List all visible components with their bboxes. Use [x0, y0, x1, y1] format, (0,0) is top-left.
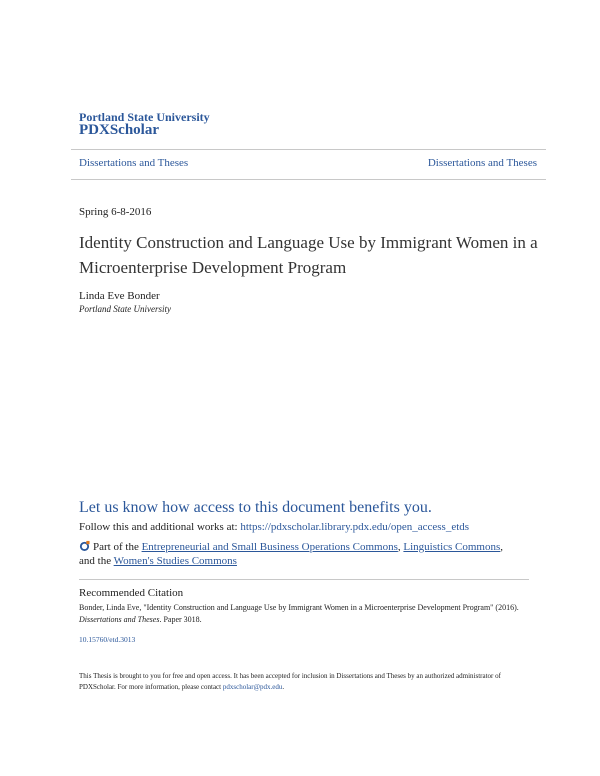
university-name: Portland State University [79, 110, 210, 124]
document-title: Identity Construction and Language Use by Immigrant Women in a Microenterprise Development Program [79, 233, 538, 277]
notice-end: . [282, 683, 285, 691]
citation-divider [79, 579, 529, 580]
citation-text [79, 602, 529, 626]
follow-prefix: Follow this and additional works at: [79, 521, 241, 533]
open-access-icon [79, 540, 90, 551]
part-of-line-2 [79, 555, 237, 567]
commons-link-entrepreneurial[interactable]: Entrepreneurial and Small Business Operations Commons [141, 541, 398, 553]
author-affiliation: Portland State University [79, 304, 171, 314]
citation-tail: . Paper 3018. [159, 615, 202, 624]
nav-link-collection[interactable]: Dissertations and Theses [79, 157, 189, 169]
contact-email-link[interactable]: pdxscholar@pdx.edu [222, 683, 283, 691]
nav-link-series[interactable]: Dissertations and Theses [427, 157, 537, 169]
comma: , [500, 541, 504, 553]
repository-name[interactable]: PDXScholar [79, 122, 159, 138]
notice-text: This Thesis is brought to you for free and open access. It has been accepted for inclusion in Dissertations and Theses by an authorized administrator of PDXScholar. For more information, please contact [79, 672, 501, 691]
header-divider [71, 149, 546, 150]
citation-series: Dissertations and Theses [79, 615, 160, 624]
nav-divider [71, 179, 546, 180]
citation-main: Bonder, Linda Eve, "Identity Construction and Language Use by Immigrant Women in a Microenterprise Development Program" (2016). [79, 603, 519, 612]
author-name: Linda Eve Bonder [79, 290, 160, 302]
commons-link-linguistics[interactable]: Linguistics Commons [403, 541, 501, 553]
part-of-line [79, 540, 503, 553]
and-the: and the [79, 555, 114, 567]
doi-link[interactable]: 10.15760/etd.3013 [79, 635, 136, 644]
publication-date: Spring 6-8-2016 [79, 206, 152, 218]
follow-line [79, 521, 469, 533]
comma: , [397, 541, 401, 553]
open-access-url-link[interactable]: https://pdxscholar.library.pdx.edu/open_access_etds [240, 521, 470, 533]
recommended-citation-heading: Recommended Citation [79, 587, 184, 599]
access-notice [79, 671, 529, 693]
benefit-feedback-link[interactable]: Let us know how access to this document benefits you. [79, 499, 432, 516]
part-of-prefix: Part of the [93, 541, 142, 553]
commons-link-womens-studies[interactable]: Women's Studies Commons [113, 555, 237, 567]
